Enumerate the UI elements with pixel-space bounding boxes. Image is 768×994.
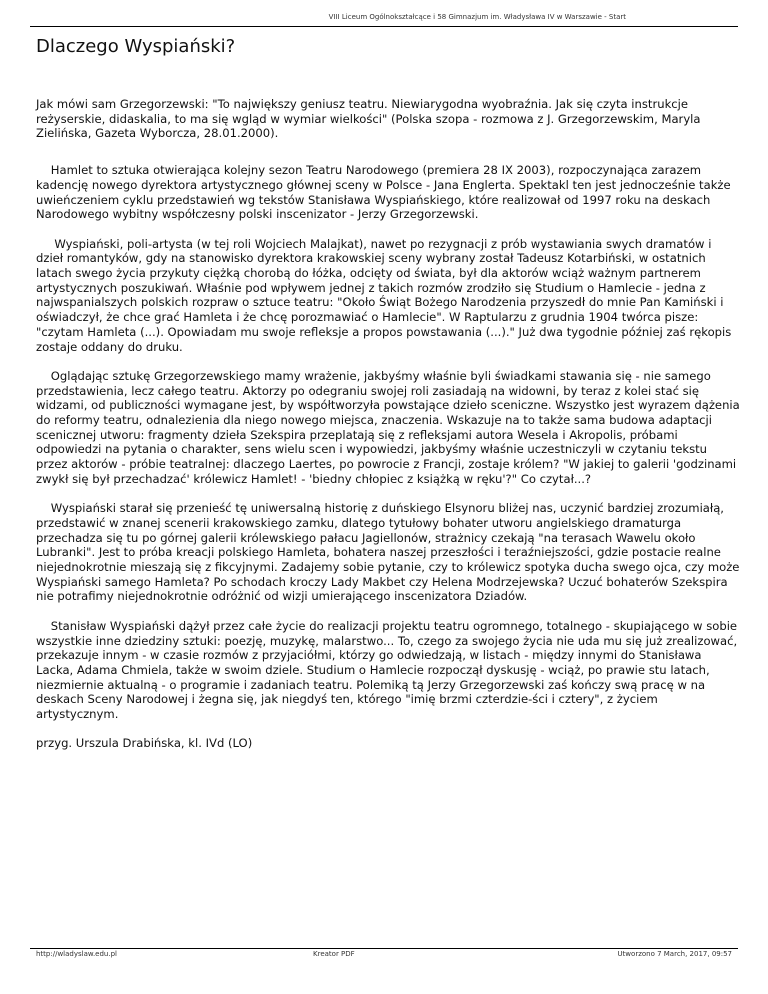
footer-divider — [30, 948, 738, 949]
article-title: Dlaczego Wyspiański? — [36, 36, 236, 57]
paragraph-quote: Jak mówi sam Grzegorzewski: "To największy geniusz teatru. Niewiarygodna wyobraźnia. Jak się czyta instrukcje reżyserskie, didaskalia, to ma się wgląd w wymiar wielkości" (Polska szopa - rozmowa z J. Grzegorzewskim, Maryla Zielińska, Gazeta Wyborcza, 28.01.2000). — [36, 97, 701, 141]
paragraph: Wyspiański, poli-artysta (w tej roli Wojciech Malajkat), nawet po rezygnacji z prób wystawiania swych dramatów i dzieł romantyków, gdy na stanowisko dyrektora krakowskiej sceny wybrany został Tadeusz Kotarbiński, w ostatnich latach swego życia przykuty ciężką chorobą do łóżka, odcięty od świata, był dla aktorów wciąż ważnym partnerem artystycznych poszukiwań. Właśnie pod wpływem jednej z takich rozmów zrodziło się Studium o Hamlecie - jedna z najwspanialszych polskich rozpraw o sztuce teatru: "Około Świąt Bożego Narodzenia przyszedł do mnie Pan Kamiński i oświadczył, że chce grać Hamleta i że chcę porozmawiać o Hamlecie". W Raptularzu z grudnia 1904 twórca pisze: "czytam Hamleta (...). Opowiadam mu swoje refleksje a propos powstawania (...)." Już dwa tygodnie później zaś rękopis zostaje oddany do druku. — [36, 236, 732, 354]
page-header — [30, 0, 738, 27]
paragraph: Oglądając sztukę Grzegorzewskiego mamy wrażenie, jakbyśmy właśnie byli świadkami stawania się - nie samego przedstawienia, lecz całego teatru. Aktorzy po odegraniu swojej roli zasiadają na widowni, by teraz z kolei stać się widzami, od publiczności wymagane jest, by współtworzyła powstające dzieło sceniczne. Wszystko jest wyrazem dążenia do reformy teatru, odnalezienia dla niego nowego miejsca, znaczenia. Wskazuje na to także sama budowa adaptacji scenicznej utworu: fragmenty dzieła Szekspira przeplatają się z refleksjami autora Wesela i Akropolis, próbami odpowiedzi na pytania o charakter, sens wielu scen i wypowiedzi, jakbyśmy właśnie uczestniczyli w czytaniu tekstu przez aktorów - próbie teatralnej: dlaczego Laertes, po powrocie z Francji, zostaje królem? "W jakiej to galerii 'godzinami zwykł się był przechadzać' królewicz Hamlet! - 'biedny chłopiec z książką w ręku'?" Co czytał...? — [36, 368, 740, 486]
footer-generator: Kreator PDF — [313, 950, 355, 958]
paragraph: Stanisław Wyspiański dążył przez całe życie do realizacji projektu teatru ogromnego, totalnego - skupiającego w sobie wszystkie inne dziedziny sztuki: poezję, muzykę, malarstwo... To, czego za swojego życia nie uda mu się już zrealizować, przekazuje innym - w czasie rozmów z przyjaciółmi, którzy go odwiedzają, w listach - między innymi do Stanisława Lacka, Adama Chmiela, także w swoim dziele. Studium o Hamlecie rozpoczął dyskusję - wciąż, po prawie stu latach, niezmiernie aktualną - o programie i zadaniach teatru. Polemiką tą Jerzy Grzegorzewski zaś kończy swą pracę w na deskach Sceny Narodowej i żegna się, jak niegdyś ten, którego "imię brzmi czterdzie-ści i cztery", z życiem artystycznym. — [36, 618, 738, 722]
site-title: VIII Liceum Ogólnokształcące i 58 Gimnazjum im. Władysława IV w Warszawie - Start — [328, 13, 626, 21]
footer-url[interactable]: http://wladyslaw.edu.pl — [36, 950, 117, 958]
footer-created-date: Utworzono 7 March, 2017, 09:57 — [617, 950, 732, 958]
article-body — [36, 97, 741, 766]
paragraph: Wyspiański starał się przenieść tę uniwersalną historię z duńskiego Elsynoru bliżej nas, uczynić bardziej zrozumiałą, przedstawić w znanej scenerii krakowskiego zamku, dlatego tytułowy bohater utworu angielskiego dramaturga przechadza się tu po górnej galerii królewskiego pałacu Jagiellonów, strażnicy czekają "na terasach Wawelu około Lubranki". Jest to próba kreacji polskiego Hamleta, bohatera naszej przeszłości i teraźniejszości, gdzie postacie realne niejednokrotnie mieszają się z fikcyjnymi. Zadajemy sobie pytanie, czy to królewicz spotyka ducha swego ojca, czy może Wyspiański samego Hamleta? Po schodach kroczy Lady Makbet czy Helena Modrzejewska? Uczuć bohaterów Szekspira nie potrafimy niejednokrotnie odróżnić od wizji umierającego inscenizatora Dziadów. — [36, 501, 740, 604]
paragraph: Hamlet to sztuka otwierająca kolejny sezon Teatru Narodowego (premiera 28 IX 2003), rozpoczynająca zarazem kadencję nowego dyrektora artystycznego głównej sceny w Polsce - Jana Englerta. Spektakl ten jest jednocześnie także uwieńczeniem cyklu przedstawień wg tekstów Stanisława Wyspiańskiego, które realizował od 1997 roku na deskach Narodowego wybitny współczesny polski inscenizator - Jerzy Grzegorzewski. — [36, 163, 731, 222]
author-signature: przyg. Urszula Drabińska, kl. IVd (LO) — [36, 736, 253, 751]
